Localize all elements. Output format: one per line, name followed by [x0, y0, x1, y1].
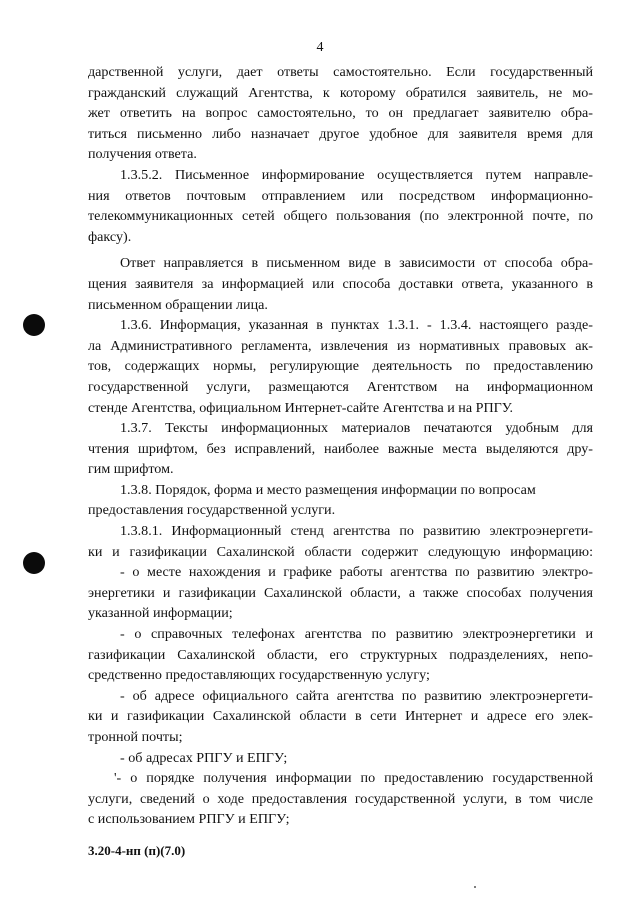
document-code: 3.20-4-нп (п)(7.0) — [88, 843, 186, 858]
text-line: Ответ направляется в письменном виде в зависимости от способа обра- — [120, 255, 593, 272]
text-line: с использованием РПГУ и ЕПГУ; — [88, 811, 290, 828]
text-line: тронной почты; — [88, 729, 183, 745]
text-line: дарственной услуги, дает ответы самостоятельно. Если государственный — [88, 64, 593, 80]
list-item-line: - о справочных телефонах агентства по развитию электроэнергетики и — [120, 626, 593, 643]
text-line: телекоммуникационных сетей общего пользования (по электронной почте, по — [88, 208, 593, 225]
punch-hole-mark — [23, 552, 45, 574]
text-line: ла Административного регламента, извлечения из нормативных правовых ак- — [88, 337, 593, 354]
text-line: тов, содержащих нормы, регулирующие деятельность по предоставлению — [88, 358, 593, 375]
text-line: чтения шрифтом, без исправлений, наиболее важные места выделяются дру- — [88, 440, 593, 457]
text-line: получения ответа. — [88, 146, 197, 163]
text-line: щения заявителя за информацией или способа доставки ответа, указанного в — [88, 275, 593, 292]
punch-hole-mark — [23, 314, 45, 336]
list-item-line: '- о порядке получения информации по предоставлению государственной — [114, 770, 593, 787]
text-line: 1.3.5.2. Письменное информирование осуществляется путем направле- — [120, 166, 593, 183]
page-number: 4 — [316, 40, 324, 55]
text-line: указанной информации; — [88, 605, 233, 622]
list-item-line: - о месте нахождения и графике работы агентства по развитию электро- — [120, 564, 593, 581]
text-line: письменном обращении лица. — [88, 296, 268, 313]
list-item-line: - об адресе официального сайта агентства по развитию электроэнергети- — [120, 687, 593, 704]
text-line: ки и газификации Сахалинской области содержит следующую информацию: — [88, 543, 593, 560]
text-line: ки и газификации Сахалинской области в сети Интернет и адресе его элек- — [88, 708, 593, 725]
text-line: 1.3.7. Тексты информационных материалов печатаются удобным для — [120, 420, 593, 437]
document-body — [88, 62, 593, 830]
text-line: энергетики и газификации Сахалинской области, а также способах получения — [88, 584, 593, 601]
text-line: средственно предоставляющих государственную услугу; — [88, 667, 430, 684]
text-line: титься письменно либо назначает другое удобное для заявителя время для — [88, 125, 593, 142]
text-line: газификации Сахалинской области, его структурных подразделениях, непо- — [88, 646, 593, 663]
text-line: ния ответов почтовым отправлением или посредством информационно- — [88, 187, 593, 204]
text-line: предоставления государственной услуги. — [88, 502, 336, 519]
text-line: факсу). — [88, 228, 132, 245]
text-line: государственной услуги, размещаются Агентством на информационном — [88, 378, 593, 395]
text-line: 1.3.6. Информация, указанная в пунктах 1.3.1. - 1.3.4. настоящего разде- — [120, 317, 593, 334]
text-line: стенде Агентства, официальном Интернет-сайте Агентства и на РПГУ. — [88, 399, 513, 416]
scan-speck — [474, 886, 476, 888]
text-line: услуги, сведений о ходе предоставления государственной услуги, в том числе — [88, 790, 593, 807]
text-line: 1.3.8.1. Информационный стенд агентства по развитию электроэнергети- — [120, 523, 593, 540]
list-item-line: - об адресах РПГУ и ЕПГУ; — [120, 749, 288, 766]
text-line: гим шрифтом. — [88, 461, 174, 478]
text-line: гражданский служащий Агентства, к которому обратился заявитель, не мо- — [88, 84, 593, 101]
text-line: 1.3.8. Порядок, форма и место размещения информации по вопросам — [120, 481, 536, 498]
text-line: жет ответить на вопрос самостоятельно, то он предлагает заявителю обра- — [88, 105, 593, 122]
